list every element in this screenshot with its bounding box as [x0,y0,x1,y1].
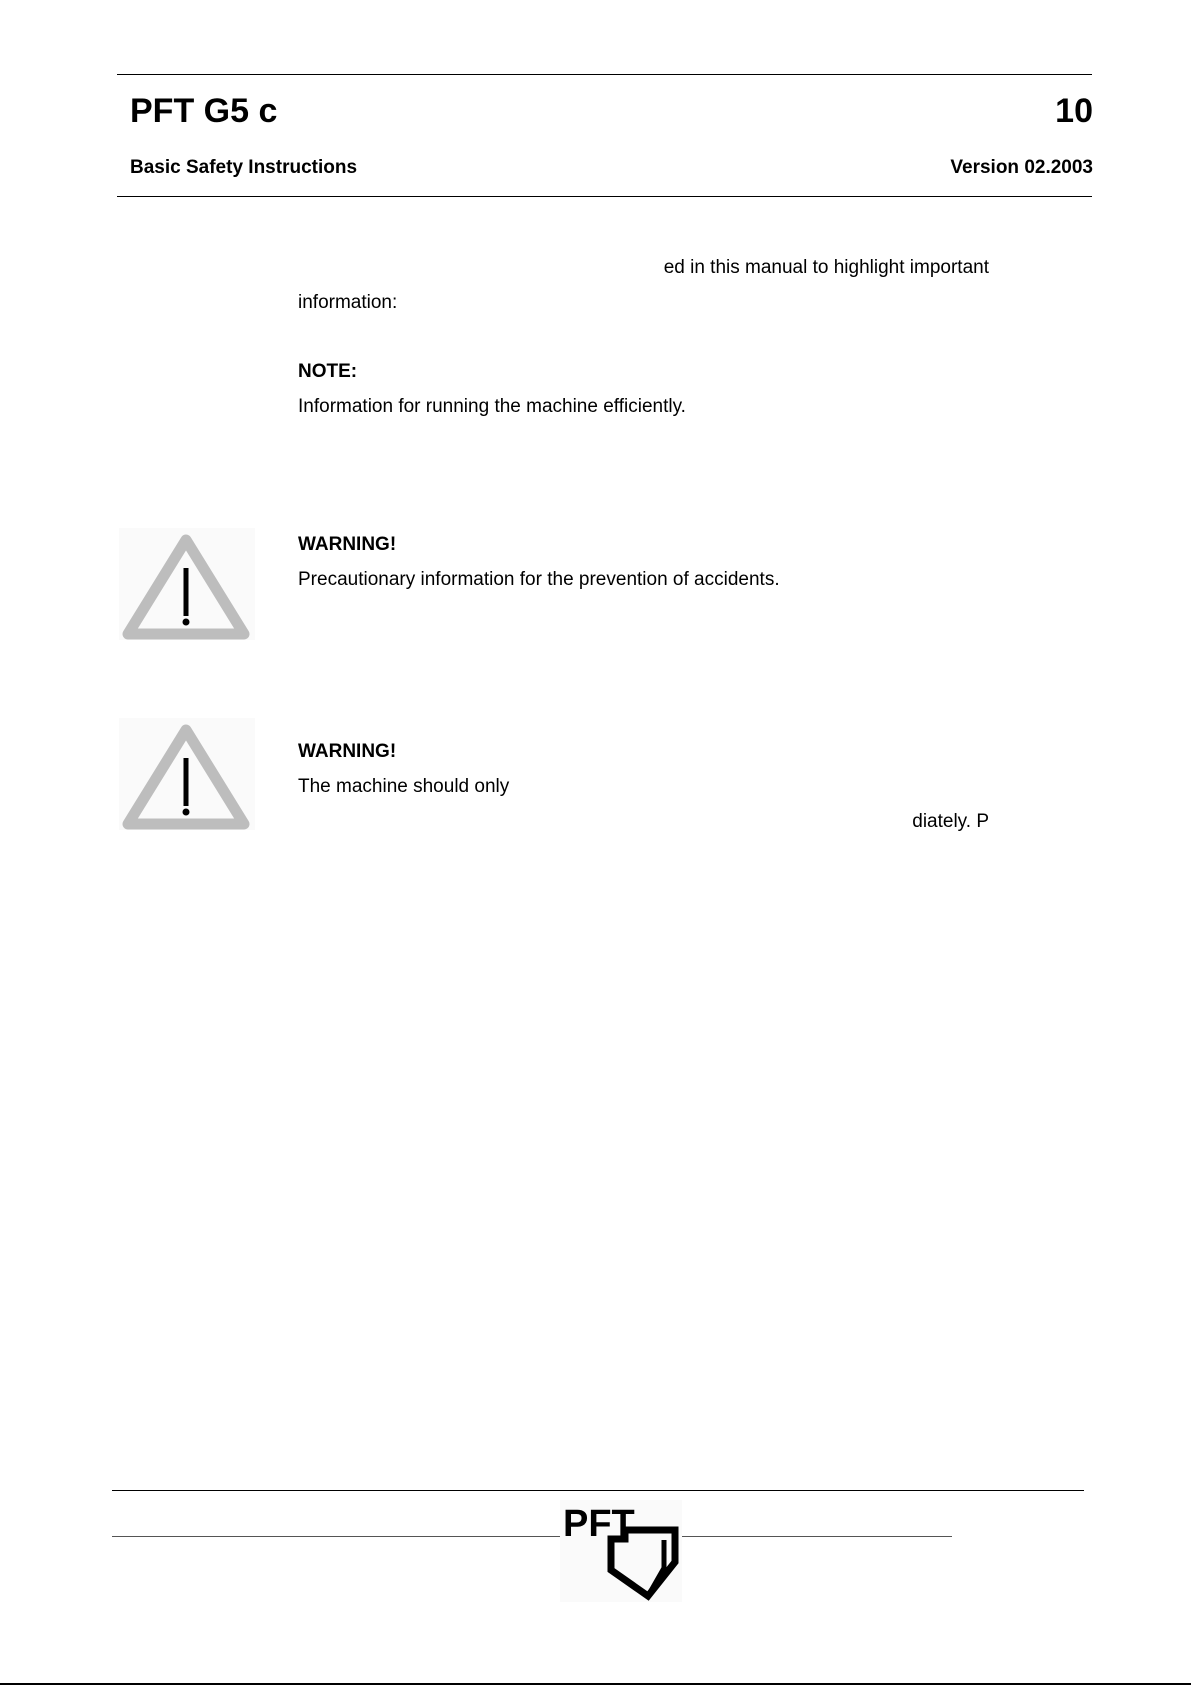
product-title: PFT G5 c [130,92,278,130]
page-number: 10 [1055,92,1093,130]
footer-rule [112,1490,1084,1491]
footer-underline-right [678,1536,952,1537]
pft-logo [560,1500,682,1602]
pft-logo-text: PFT [563,1503,635,1545]
intro-line-1: ed in this manual to highlight important [663,257,989,278]
note-text: Information for running the machine efficiently. [298,396,686,417]
version-label: Version 02.2003 [950,157,1093,178]
warning-triangle-icon [119,528,255,640]
header-top-rule [117,74,1092,75]
header-bottom-rule [117,196,1092,197]
section-title: Basic Safety Instructions [130,157,358,178]
warning-icon-box-1 [119,528,255,640]
warning-icon-box-2 [119,718,255,830]
warning-2-line-1: The machine should only [298,776,510,797]
warning-1-label: WARNING! [298,534,397,555]
intro-line-2: information: [298,292,398,313]
footer-underline-left [112,1536,562,1537]
warning-1-text: Precautionary information for the prevention of accidents. [298,569,780,590]
note-label: NOTE: [298,361,358,382]
warning-2-line-2: diately. P [912,811,989,832]
warning-2-label: WARNING! [298,741,397,762]
warning-triangle-icon [119,718,255,830]
